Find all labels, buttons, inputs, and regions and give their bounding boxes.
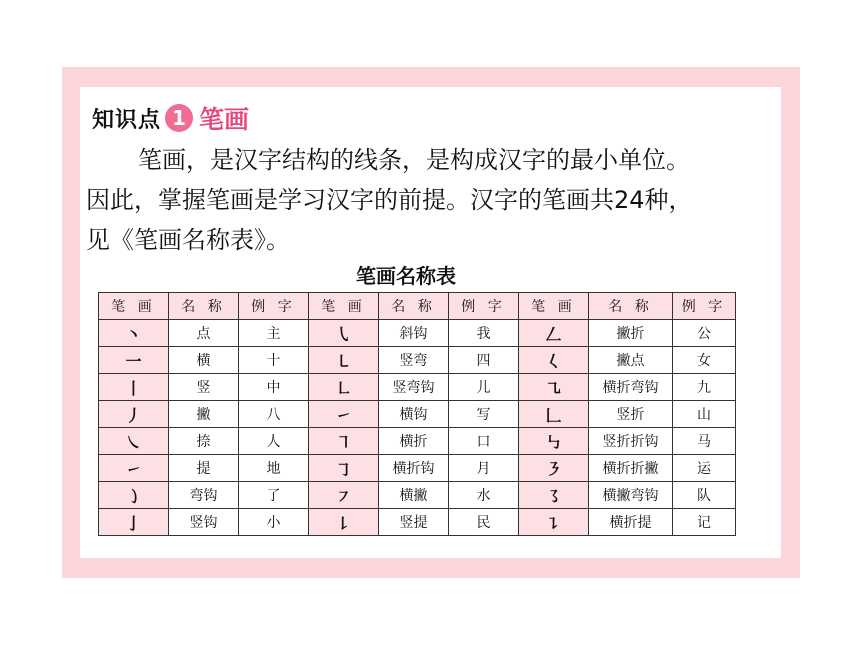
intro-paragraph [86, 140, 798, 260]
example-cell: 水 [449, 482, 519, 509]
example-cell: 口 [449, 428, 519, 455]
header-example: 例 字 [239, 293, 309, 320]
name-cell: 捺 [169, 428, 239, 455]
table-row [99, 428, 736, 455]
name-cell: 横 [169, 347, 239, 374]
paragraph-line-1: 笔画，是汉字结构的线条，是构成汉字的最小单位。 [138, 146, 690, 174]
example-cell: 九 [673, 374, 736, 401]
stroke-name-table [98, 292, 736, 536]
example-cell: 月 [449, 455, 519, 482]
name-cell: 撇 [169, 401, 239, 428]
stroke-cell: 一 [99, 347, 169, 374]
section-heading [92, 100, 249, 136]
stroke-cell: ㇄ [309, 347, 379, 374]
name-cell: 竖折 [589, 401, 673, 428]
example-cell: 小 [239, 509, 309, 536]
stroke-cell: ㇉ [519, 428, 589, 455]
example-cell: 我 [449, 320, 519, 347]
header-stroke: 笔 画 [309, 293, 379, 320]
stroke-cell: 丶 [99, 320, 169, 347]
header-stroke: 笔 画 [99, 293, 169, 320]
example-cell: 了 [239, 482, 309, 509]
stroke-cell: 𡿨 [519, 347, 589, 374]
name-cell: 横折弯钩 [589, 374, 673, 401]
stroke-cell: 𠃊 [519, 401, 589, 428]
stroke-cell: ㇂ [309, 320, 379, 347]
header-name: 名 称 [169, 293, 239, 320]
example-cell: 山 [673, 401, 736, 428]
example-cell: 地 [239, 455, 309, 482]
stroke-cell: 丿 [99, 401, 169, 428]
stroke-cell: 𠃋 [519, 320, 589, 347]
stroke-cell: ㇙ [309, 509, 379, 536]
stroke-cell: ㇈ [519, 374, 589, 401]
header-example: 例 字 [449, 293, 519, 320]
example-cell: 运 [673, 455, 736, 482]
stroke-cell: ㇌ [519, 482, 589, 509]
heading-title: 笔画 [199, 105, 250, 134]
stroke-cell: 亅 [99, 509, 169, 536]
table-row [99, 455, 736, 482]
example-cell: 民 [449, 509, 519, 536]
name-cell: 斜钩 [379, 320, 449, 347]
example-cell: 中 [239, 374, 309, 401]
stroke-cell: ㇀ [99, 455, 169, 482]
stroke-cell: ㇁ [99, 482, 169, 509]
name-cell: 横撇弯钩 [589, 482, 673, 509]
header-example: 例 字 [673, 293, 736, 320]
paragraph-line-2: 因此，掌握笔画是学习汉字的前提。汉字的笔画共24种， [86, 186, 693, 214]
stroke-cell: ㇋ [519, 455, 589, 482]
example-cell: 队 [673, 482, 736, 509]
example-cell: 公 [673, 320, 736, 347]
name-cell: 点 [169, 320, 239, 347]
table-row [99, 320, 736, 347]
header-name: 名 称 [589, 293, 673, 320]
example-cell: 八 [239, 401, 309, 428]
example-cell: 马 [673, 428, 736, 455]
heading-number-badge: 1 [165, 104, 193, 132]
table-title: 笔画名称表 [356, 264, 456, 288]
example-cell: 记 [673, 509, 736, 536]
example-cell: 四 [449, 347, 519, 374]
name-cell: 横折钩 [379, 455, 449, 482]
stroke-cell: ㇇ [309, 482, 379, 509]
table-row [99, 509, 736, 536]
example-cell: 主 [239, 320, 309, 347]
stroke-cell: ㇕ [309, 428, 379, 455]
table-row [99, 482, 736, 509]
example-cell: 十 [239, 347, 309, 374]
header-name: 名 称 [379, 293, 449, 320]
example-cell: 女 [673, 347, 736, 374]
table-row [99, 374, 736, 401]
name-cell: 竖提 [379, 509, 449, 536]
heading-prefix: 知识点 [92, 107, 162, 133]
name-cell: 横钩 [379, 401, 449, 428]
name-cell: 横撇 [379, 482, 449, 509]
stroke-cell: ㇆ [309, 455, 379, 482]
stroke-cell: 丨 [99, 374, 169, 401]
stroke-cell: ㇀ [309, 401, 379, 428]
name-cell: 提 [169, 455, 239, 482]
name-cell: 横折 [379, 428, 449, 455]
name-cell: 竖弯 [379, 347, 449, 374]
name-cell: 竖折折钩 [589, 428, 673, 455]
stroke-cell: ㇊ [519, 509, 589, 536]
table-row [99, 347, 736, 374]
name-cell: 横折折撇 [589, 455, 673, 482]
name-cell: 撇点 [589, 347, 673, 374]
name-cell: 竖钩 [169, 509, 239, 536]
header-stroke: 笔 画 [519, 293, 589, 320]
example-cell: 写 [449, 401, 519, 428]
stroke-cell: ㇗ [309, 374, 379, 401]
table-row [99, 401, 736, 428]
paragraph-line-3: 见《笔画名称表》。 [86, 226, 290, 254]
example-cell: 人 [239, 428, 309, 455]
name-cell: 竖 [169, 374, 239, 401]
name-cell: 竖弯钩 [379, 374, 449, 401]
example-cell: 儿 [449, 374, 519, 401]
name-cell: 撇折 [589, 320, 673, 347]
table-header-row [99, 293, 736, 320]
stroke-cell: ㇏ [99, 428, 169, 455]
name-cell: 横折提 [589, 509, 673, 536]
name-cell: 弯钩 [169, 482, 239, 509]
